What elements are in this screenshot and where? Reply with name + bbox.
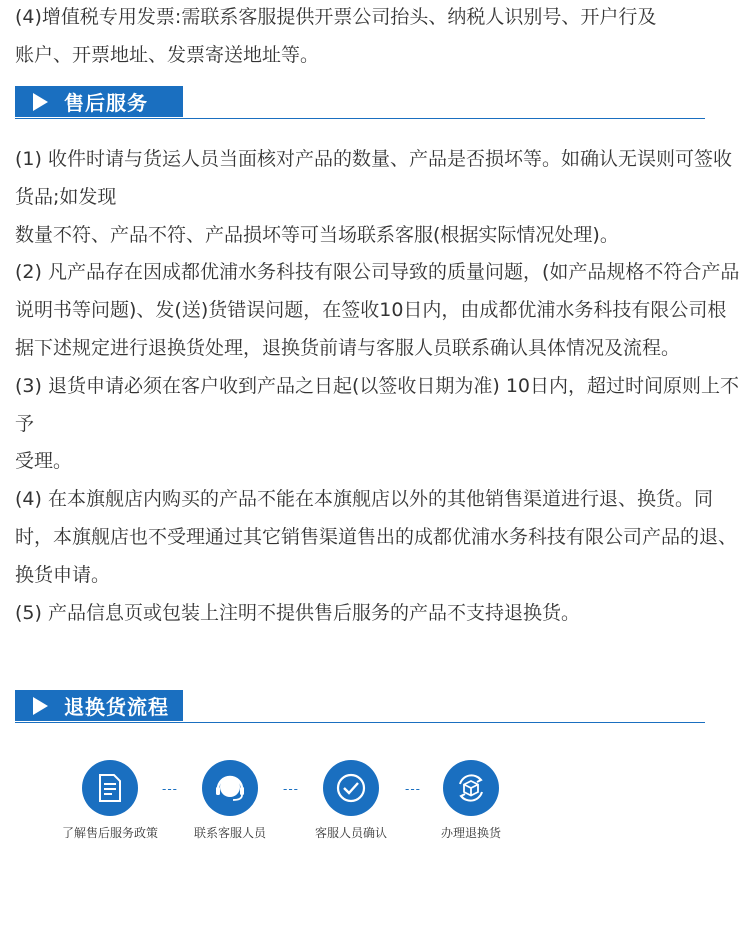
step-contact <box>170 760 290 841</box>
return-process-title: 退换货流程 <box>64 695 169 719</box>
policy-paragraph: (1) 收件时请与货运人员当面核对产品的数量、产品是否损坏等。如确认无误则可签收货品;如发现 <box>15 148 732 208</box>
step-label: 客服人员确认 <box>314 826 387 840</box>
step-policy <box>50 760 170 841</box>
aftersales-title: 售后服务 <box>64 91 148 115</box>
document-icon <box>82 760 138 816</box>
step-connector: --- <box>405 782 421 796</box>
play-arrow-icon <box>33 93 48 111</box>
policy-paragraph: (2) 凡产品存在因成都优浦水务科技有限公司导致的质量问题，(如产品规格不符合产品说明书等问题)、发(送)货错误问题，在签收10日内，由成都优浦水务科技有限公司根据下述规定进行退换货处理，退换货前请与客服人员联系确认具体情况及流程。 <box>15 261 740 359</box>
step-label: 办理退换货 <box>440 826 501 840</box>
step-label: 了解售后服务政策 <box>61 826 158 840</box>
invoice-note-line-2: 账户、开票地址、发票寄送地址等。 <box>15 44 320 66</box>
policy-paragraph: (4) 在本旗舰店内购买的产品不能在本旗舰店以外的其他销售渠道进行退、换货。同时，本旗舰店也不受理通过其它销售渠道售出的成都优浦水务科技有限公司产品的退、换货申请。 <box>15 488 738 586</box>
invoice-note-line-1: (4)增值税专用发票:需联系客服提供开票公司抬头、纳税人识别号、开户行及 <box>15 6 657 28</box>
step-return <box>411 760 531 841</box>
policy-paragraph: (5) 产品信息页或包装上注明不提供售后服务的产品不支持退换货。 <box>15 601 580 624</box>
return-process-section-header <box>15 690 705 723</box>
invoice-note <box>15 0 745 74</box>
policy-paragraph: 数量不符、产品不符、产品损坏等可当场联系客服(根据实际情况处理)。 <box>15 223 619 246</box>
return-box-icon <box>443 760 499 816</box>
checkmark-icon <box>323 760 379 816</box>
aftersales-tab <box>15 86 183 117</box>
customer-service-icon <box>202 760 258 816</box>
return-process-tab <box>15 690 183 721</box>
step-label: 联系客服人员 <box>193 826 266 840</box>
step-connector: --- <box>283 782 299 796</box>
aftersales-policy <box>15 141 745 632</box>
return-process-steps <box>50 760 530 850</box>
step-connector: --- <box>162 782 178 796</box>
aftersales-section-header <box>15 86 705 119</box>
policy-paragraph: (3) 退货申请必须在客户收到产品之日起(以签收日期为准) 10日内，超过时间原则上不予 <box>15 374 739 435</box>
step-confirm <box>291 760 411 841</box>
play-arrow-icon <box>33 697 48 715</box>
policy-paragraph: 受理。 <box>15 450 73 473</box>
